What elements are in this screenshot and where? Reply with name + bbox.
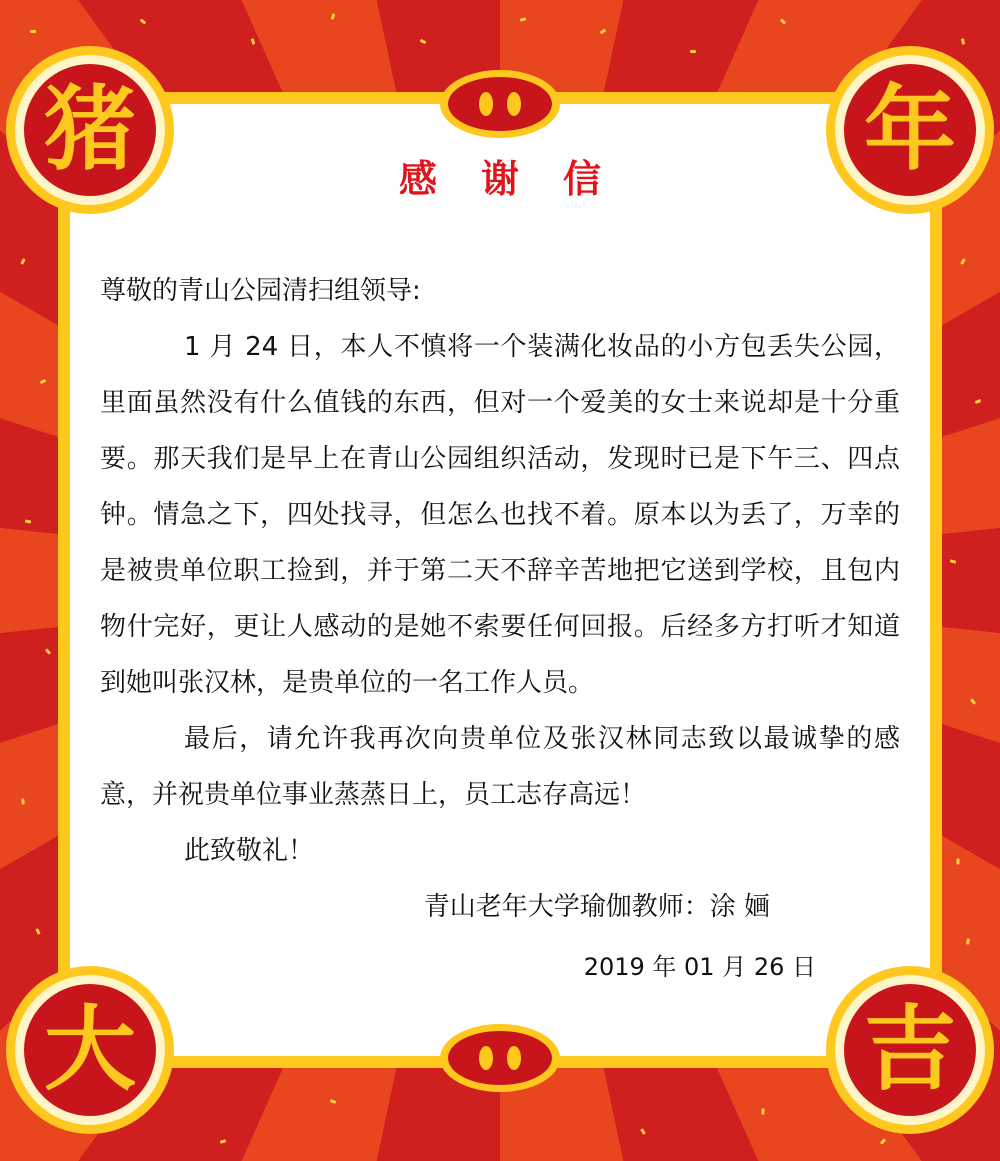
corner-character: 吉 <box>844 984 976 1116</box>
letter-body <box>100 140 900 995</box>
letter-date: 2019 年 01 月 26 日 <box>583 953 816 981</box>
confetti-piece <box>21 798 25 804</box>
letter-paragraph: 最后，请允许我再次向贵单位及张汉林同志致以最诚挚的感意，并祝贵单位事业蒸蒸日上，员工志存高远！ <box>100 724 900 810</box>
confetti-piece <box>690 50 696 54</box>
pig-snout-icon <box>440 1024 560 1092</box>
corner-character: 年 <box>844 64 976 196</box>
corner-character: 猪 <box>24 64 156 196</box>
letter-paragraph: 1 月 24 日，本人不慎将一个装满化妆品的小方包丢失公园，里面虽然没有什么值钱的东西，但对一个爱美的女士来说却是十分重要。那天我们是早上在青山公园组织活动，发现时已是下午三、四点钟。情急之下，四处找寻，但怎么也找不着。原本以为丢了，万幸的是被贵单位职工捡到，并于第二天不辞辛苦地把它送到学校，且包内物什完好，更让人感动的是她不索要任何回报。后经多方打听才知道到她叫张汉林，是贵单位的一名工作人员。 <box>100 332 900 698</box>
pig-snout-icon <box>440 70 560 138</box>
letter-closing: 此致敬礼！ <box>184 836 315 866</box>
confetti-piece <box>30 30 36 33</box>
corner-character: 大 <box>24 984 156 1116</box>
confetti-piece <box>956 858 959 864</box>
confetti-piece <box>761 1108 764 1114</box>
letter-salutation: 尊敬的青山公园清扫组领导: <box>100 276 421 306</box>
letter-signature: 青山老年大学瑜伽教师：涂 婳 <box>423 892 770 922</box>
letter-title: 感谢信 <box>398 156 645 201</box>
